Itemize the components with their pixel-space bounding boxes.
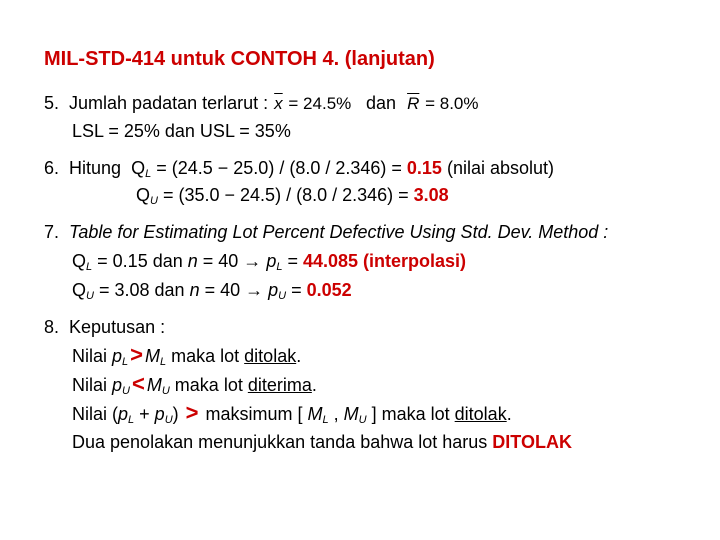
item-7-n2: n (189, 280, 200, 300)
item-8-number: 8. (44, 317, 60, 337)
r3-m2-sub: U (358, 414, 367, 426)
item-5-dan: dan (366, 93, 397, 113)
r1-text: maka lot (166, 346, 245, 366)
final-verdict: DITOLAK (492, 432, 572, 452)
item-7-pl: p (266, 251, 277, 271)
rbar-variable: $\overline{R}$ (407, 94, 420, 113)
item-6-label: Hitung (69, 158, 122, 178)
r1-m: M (145, 346, 161, 366)
item-7-n1-eq: = 40 → (197, 251, 267, 271)
r2-pre: Nilai (72, 375, 113, 395)
r3-result: ditolak (454, 404, 507, 424)
item-7-line-3 (72, 279, 352, 301)
item-6-number: 6. (44, 158, 60, 178)
decision-row-1 (72, 344, 301, 367)
item-7-n2-eq: = 40 → (199, 280, 269, 300)
r3-pre: Nilai ( (72, 404, 119, 424)
r3-symbol: > (185, 400, 199, 425)
r3-text: ] maka lot (366, 404, 455, 424)
item-6-line-1 (44, 157, 554, 179)
ql-variable: Q (131, 158, 146, 178)
r2-text: maka lot (169, 375, 248, 395)
rbar-formula (406, 94, 478, 113)
r2-symbol: < (131, 371, 145, 396)
r3-p2-sub: U (164, 414, 173, 426)
item-7-pl-eq: = (282, 251, 303, 271)
item-5-text: Jumlah padatan terlarut : (69, 93, 269, 113)
r3-p1: p (118, 404, 129, 424)
r1-end: . (296, 346, 302, 366)
r2-p-sub: U (122, 385, 130, 397)
item-7-number: 7. (44, 222, 60, 242)
r3-m2: M (343, 404, 359, 424)
r1-p: p (112, 346, 123, 366)
r3-p1-sub: L (128, 414, 135, 426)
pl-value: 44.085 (interpolasi) (302, 251, 467, 271)
item-5-line-2: LSL = 25% dan USL = 35% (72, 121, 291, 141)
r3-m1: M (307, 404, 323, 424)
rbar-value: = 8.0% (425, 94, 479, 113)
ql-subscript: L (145, 168, 152, 180)
qu-variable: Q (136, 185, 151, 205)
decision-row-2 (72, 373, 317, 396)
r3-end: . (506, 404, 512, 424)
item-7-heading: Table for Estimating Lot Percent Defective Using Std. Dev. Method : (69, 222, 609, 242)
xbar-variable: $\overline{x}$ (274, 94, 283, 113)
item-7-qu-mid: = 3.08 dan (98, 280, 190, 300)
qu-value: 3.08 (413, 185, 449, 205)
ql-expression: = (24.5 − 25.0) / (8.0 / 2.346) = (156, 158, 407, 178)
r1-pre: Nilai (72, 346, 113, 366)
r4-text: Dua penolakan menunjukkan tanda bahwa lot harus (72, 432, 493, 452)
item-7-qu: Q (72, 280, 87, 300)
r1-symbol: > (130, 342, 144, 367)
item-7-pu-sub: U (278, 290, 287, 302)
r2-m: M (146, 375, 162, 395)
r2-end: . (311, 375, 317, 395)
item-7-pu: p (268, 280, 279, 300)
item-7-n1: n (187, 251, 198, 271)
r3-p2: p (154, 404, 165, 424)
r3-mid: maksimum [ (200, 404, 308, 424)
item-7-line-1 (44, 221, 608, 243)
r3-m1-sub: L (322, 414, 329, 426)
ql-value: 0.15 (406, 158, 442, 178)
ql-note: (nilai absolut) (446, 158, 555, 178)
r2-p: p (112, 375, 123, 395)
r2-result: diterima (247, 375, 312, 395)
r3-comma: , (328, 404, 344, 424)
item-8-heading: Keputusan : (69, 317, 166, 337)
pu-value: 0.052 (306, 280, 352, 300)
qu-subscript: U (150, 195, 158, 207)
item-6-line-2 (136, 184, 449, 206)
r3-plus: + (134, 404, 155, 424)
item-5-number: 5. (44, 93, 60, 113)
item-7-pu-eq: = (286, 280, 307, 300)
slide-title: MIL-STD-414 untuk CONTOH 4. (lanjutan) (44, 48, 435, 70)
item-7-ql-sub: L (86, 261, 93, 273)
item-7-qu-sub: U (86, 290, 94, 302)
item-5-line-1 (44, 92, 479, 115)
r3-close: ) (172, 404, 179, 424)
r1-m-sub: L (160, 356, 167, 368)
xbar-value: = 24.5% (288, 94, 352, 113)
item-8-line-1 (44, 316, 165, 338)
xbar-formula (273, 94, 356, 113)
decision-row-3 (72, 402, 512, 425)
r2-m-sub: U (161, 385, 170, 397)
item-7-ql: Q (72, 251, 87, 271)
item-7-line-2 (72, 250, 466, 272)
decision-row-4 (72, 431, 572, 453)
r1-result: ditolak (244, 346, 297, 366)
item-7-pl-sub: L (276, 261, 283, 273)
item-7-ql-mid: = 0.15 dan (97, 251, 188, 271)
qu-expression: = (35.0 − 24.5) / (8.0 / 2.346) = (162, 185, 414, 205)
r1-p-sub: L (122, 356, 129, 368)
